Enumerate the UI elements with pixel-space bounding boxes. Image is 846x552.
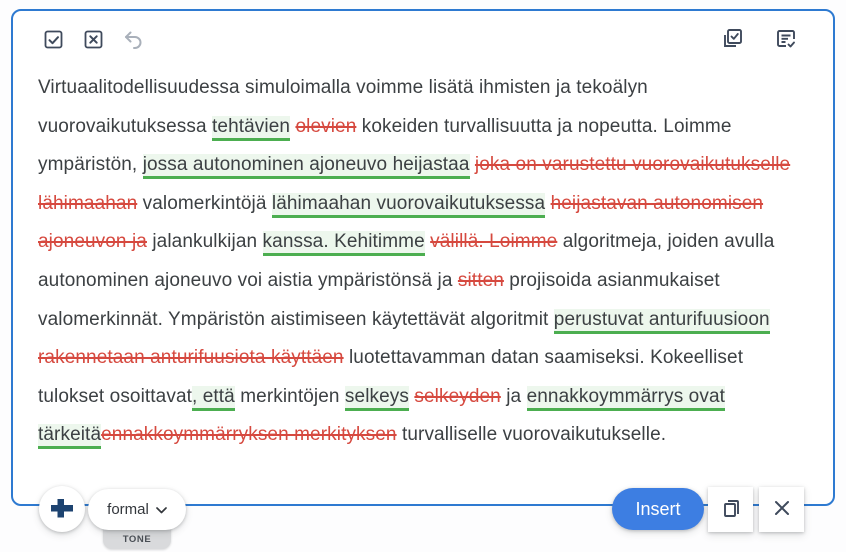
tone-value: formal: [107, 501, 149, 518]
text-segment-deletion[interactable]: sitten: [457, 269, 504, 291]
text-segment-normal: projisoida asianmukaiset valomerkinnät. Ympäristön aistimiseen käytettävät algoritmit: [38, 269, 720, 330]
text-segment-normal: jalankulkijan: [146, 231, 263, 253]
text-segment-insertion[interactable]: , että: [192, 386, 235, 411]
text-segment-deletion[interactable]: ennakkoymmärryksen merkityksen: [101, 424, 397, 446]
undo-icon: [122, 29, 144, 51]
text-segment-normal: turvalliselle vuorovaikutukselle.: [396, 424, 667, 446]
close-icon: [773, 499, 791, 520]
insert-button[interactable]: Insert: [612, 488, 704, 530]
undo-button[interactable]: [122, 29, 144, 51]
copy-icon: [719, 496, 743, 523]
text-segment-deletion[interactable]: selkeyden: [414, 385, 501, 407]
text-segment-insertion[interactable]: tehtävien: [212, 116, 290, 141]
text-segment-normal: valomerkintöjä: [137, 192, 272, 214]
text-segment-normal: merkintöjen: [234, 385, 345, 407]
text-segment-deletion[interactable]: joka on varustettu vuorovaikutukselle lähimaahan: [38, 154, 791, 214]
check-square-icon: [43, 29, 65, 51]
close-button[interactable]: [759, 487, 804, 532]
copy-button[interactable]: [708, 487, 753, 532]
select-suggestions-button[interactable]: [719, 26, 745, 52]
text-segment-normal: luotettavamman datan saamiseksi. Kokeelliset tulokset osoittavat: [38, 347, 744, 407]
tone-dropdown[interactable]: [88, 489, 186, 530]
text-segment-normal: Virtuaalitodellisuudessa simuloimalla voimme lisätä ihmisten ja tekoälyn vuorovaikutuksessa: [38, 77, 648, 137]
text-segment-insertion[interactable]: lähimaahan vuorovaikutuksessa: [272, 193, 545, 218]
text-segment-deletion[interactable]: välillä. Loimme: [430, 231, 558, 253]
text-segment-deletion[interactable]: rakennetaan anturifuusiota käyttäen: [38, 347, 344, 369]
text-segment-insertion[interactable]: jossa autonominen ajoneuvo heijastaa: [143, 154, 470, 179]
text-segment-insertion[interactable]: kanssa. Kehitimme: [263, 231, 425, 256]
review-note-button[interactable]: [773, 26, 799, 52]
text-segment-deletion[interactable]: olevien: [295, 115, 357, 137]
tone-tab-label: TONE: [103, 524, 171, 549]
copy-check-icon: [719, 26, 745, 52]
document-check-icon: [773, 26, 799, 52]
add-button[interactable]: [39, 486, 85, 532]
reject-all-button[interactable]: [83, 29, 105, 51]
text-segment-normal: algoritmeja, joiden avulla autonominen ajoneuvo voi aistia ympäristönsä ja: [38, 231, 775, 291]
text-segment-insertion[interactable]: ennakkoymmärrys ovat tärkeitä: [38, 386, 725, 450]
text-segment-normal: kokeiden turvallisuutta ja nopeutta. Loimme ympäristön,: [38, 115, 732, 176]
tone-control: [88, 489, 186, 549]
revision-text: [38, 69, 814, 455]
text-segment-insertion[interactable]: selkeys: [345, 386, 409, 411]
text-segment-deletion[interactable]: heijastavan autonomisen ajoneuvon ja: [38, 192, 764, 253]
text-segment-insertion[interactable]: perustuvat anturifuusioon: [554, 309, 770, 334]
text-segment-normal: ja: [500, 385, 527, 407]
accept-all-button[interactable]: [43, 29, 65, 51]
plus-icon: [48, 494, 76, 525]
chevron-down-icon: [156, 501, 167, 518]
x-square-icon: [83, 29, 105, 51]
